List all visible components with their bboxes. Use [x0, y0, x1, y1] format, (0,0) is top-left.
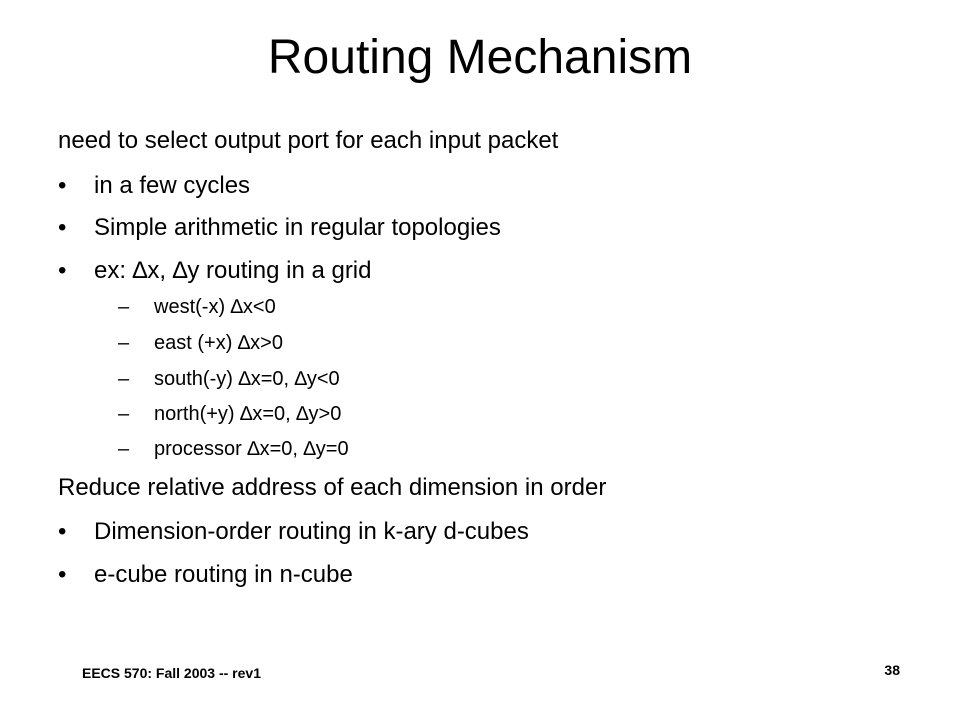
bullet-icon: • — [58, 561, 67, 588]
sub-item-text: east (+x) ∆x>0 — [154, 332, 283, 354]
bullet-icon: • — [58, 172, 67, 199]
body-line-1 — [58, 125, 558, 157]
dash-icon: – — [118, 403, 130, 425]
dash-icon: – — [118, 438, 130, 460]
sub-item-text: west(-x) ∆x<0 — [154, 296, 276, 318]
slide-title: Routing Mechanism — [267, 31, 693, 84]
bullet-icon: • — [58, 257, 67, 284]
body-line-text: need to select output port for each input packet — [58, 127, 559, 154]
bullet-text: Simple arithmetic in regular topologies — [94, 214, 501, 241]
bullet-text: in a few cycles — [94, 172, 251, 199]
bullet-text: ex: ∆x, ∆y routing in a grid — [94, 257, 372, 284]
dash-icon: – — [118, 368, 130, 390]
body-line-2 — [58, 472, 606, 504]
body-line-text: Reduce relative address of each dimension in order — [58, 474, 607, 501]
page-number: 38 — [884, 662, 900, 678]
bullet-icon: • — [58, 518, 67, 545]
dash-icon: – — [118, 332, 130, 354]
footer-course: EECS 570: Fall 2003 -- rev1 — [82, 665, 261, 681]
bullet-text: Dimension-order routing in k-ary d-cubes — [94, 518, 529, 545]
sub-item-text: processor ∆x=0, ∆y=0 — [154, 438, 349, 460]
sub-item-text: south(-y) ∆x=0, ∆y<0 — [154, 368, 340, 390]
bullet-text: e-cube routing in n-cube — [94, 561, 353, 588]
bullet-icon: • — [58, 214, 67, 241]
sub-item-text: north(+y) ∆x=0, ∆y>0 — [154, 403, 342, 425]
dash-icon: – — [118, 296, 130, 318]
